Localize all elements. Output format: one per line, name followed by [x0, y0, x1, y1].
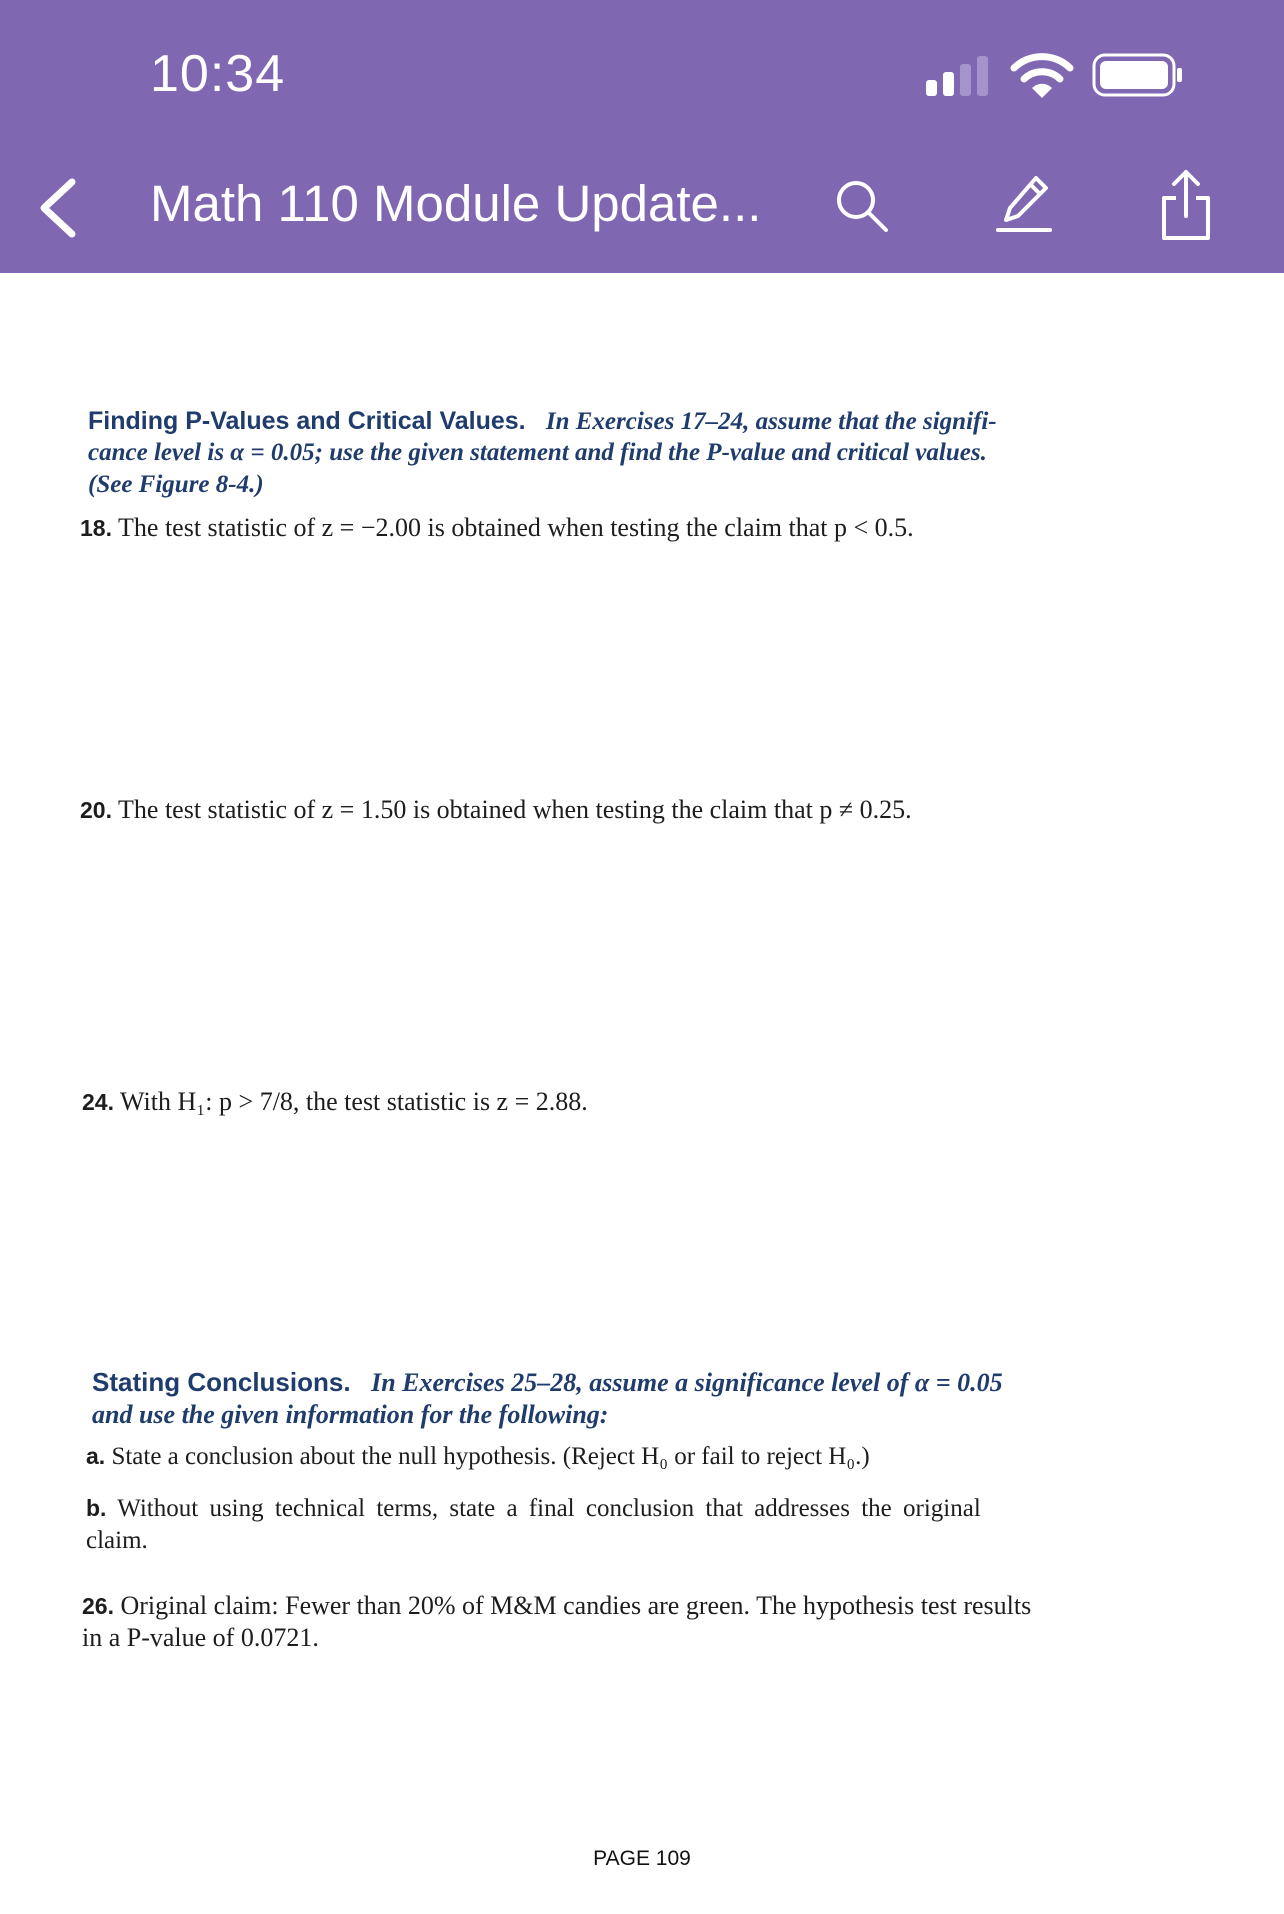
exercise-26-continued: [82, 1623, 319, 1653]
search-icon[interactable]: [834, 178, 890, 234]
exercise-18: [80, 513, 914, 543]
section-instruction: In Exercises 17–24, assume that the signifi-: [545, 408, 997, 435]
battery-icon: [1092, 52, 1184, 98]
exercise-number: 24.: [82, 1089, 114, 1115]
document-title: Math 110 Module Update...: [150, 175, 762, 232]
section-heading-1: [88, 407, 997, 436]
section-instruction-line: [92, 1400, 608, 1430]
section-instruction-text: and use the given information for the following:: [92, 1400, 609, 1429]
section-instruction-text: cance level is α = 0.05; use the given statement and find the P-value and critical values.: [88, 439, 987, 466]
share-icon[interactable]: [1156, 168, 1216, 242]
section-instruction-text: (See Figure 8-4.): [88, 471, 264, 498]
part-b-continued: [86, 1527, 148, 1555]
document-page[interactable]: [0, 273, 1284, 1914]
exercise-text: in a P-value of 0.0721.: [82, 1623, 319, 1652]
part-text: State a conclusion about the null hypothesis. (Reject H₀ or fail to reject H₀.): [111, 1443, 870, 1470]
part-a: [86, 1443, 870, 1471]
section-instruction-line: [88, 439, 987, 467]
exercise-24: [82, 1087, 588, 1117]
exercise-20: [80, 795, 912, 825]
section-heading-2: [92, 1367, 1003, 1398]
cellular-signal-icon: [924, 56, 992, 98]
exercise-text: With H₁: p > 7/8, the test statistic is z = 2.88.: [120, 1087, 588, 1116]
app-header: [0, 0, 1284, 273]
section-title: Stating Conclusions.: [92, 1367, 351, 1397]
status-time: 10:34: [150, 45, 286, 103]
part-text: Without using technical terms, state a final conclusion that addresses the original: [117, 1495, 981, 1522]
part-text: claim.: [86, 1527, 148, 1554]
section-instruction: In Exercises 25–28, assume a significance level of α = 0.05: [371, 1368, 1003, 1397]
exercise-number: 20.: [80, 797, 112, 823]
exercise-number: 26.: [82, 1593, 114, 1619]
pen-icon[interactable]: [996, 172, 1052, 236]
wifi-icon: [1010, 52, 1074, 100]
exercise-number: 18.: [80, 515, 112, 541]
exercise-text: The test statistic of z = −2.00 is obtained when testing the claim that p < 0.5.: [118, 513, 914, 542]
section-title: Finding P-Values and Critical Values.: [88, 407, 526, 435]
part-label: a.: [86, 1443, 106, 1469]
back-chevron-icon[interactable]: [34, 176, 82, 240]
part-label: b.: [86, 1495, 107, 1521]
exercise-text: Original claim: Fewer than 20% of M&M candies are green. The hypothesis test results: [120, 1591, 1032, 1620]
page-number-label: PAGE 109: [593, 1847, 691, 1870]
exercise-text: The test statistic of z = 1.50 is obtained when testing the claim that p ≠ 0.25.: [118, 795, 912, 824]
part-b: [86, 1495, 981, 1523]
exercise-26: [82, 1591, 1031, 1621]
section-instruction-line: [88, 471, 264, 499]
